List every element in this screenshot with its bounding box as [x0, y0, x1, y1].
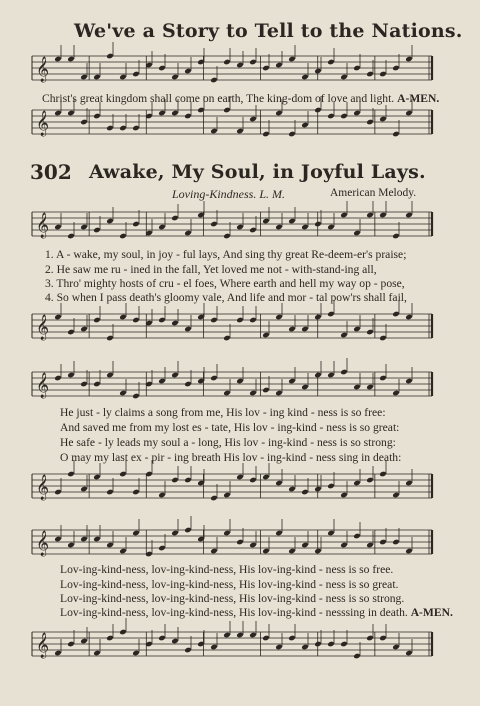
- treble-staff-2-clef: 𝄞: [36, 373, 50, 398]
- middle-line-2: And saved me from my lost es - tate, His lov - ing-kind - ness is so great:: [60, 421, 400, 434]
- refrain-line-3: Lov-ing-kind-ness, lov-ing-kind-ness, His lov-ing-kind - ness is so strong.: [60, 592, 405, 605]
- bass-staff-2-clef: 𝄞: [36, 475, 50, 500]
- treble-staff-1-clef: 𝄞: [36, 213, 50, 238]
- tune-source: American Melody.: [330, 187, 417, 199]
- refrain-line-4-text: Lov-ing-kind-ness, lov-ing-kind-ness, His lov-ing-kind - nesssing in death.: [60, 606, 408, 619]
- middle-line-4: O may my last ex - pir - ing breath His lov - ing-kind - ness sing in death:: [60, 451, 402, 464]
- middle-line-3: He safe - ly leads my soul a - long, His lov - ing-kind - ness is so strong:: [60, 436, 396, 449]
- previous-hymn-title: We've a Story to Tell to the Nations.: [74, 20, 463, 42]
- previous-bass-staff-clef: 𝄞: [36, 111, 50, 136]
- bass-staff-3-clef: 𝄞: [36, 633, 50, 658]
- refrain-line-1: Lov-ing-kind-ness, lov-ing-kind-ness, His lov-ing-kind - ness is so free.: [60, 563, 394, 576]
- verse-line-2: 2. He saw me ru - ined in the fall, Yet loved me not - with-stand-ing all,: [45, 263, 377, 276]
- middle-line-1: He just - ly claims a song from me, His lov - ing kind - ness is so free:: [60, 406, 386, 419]
- refrain-line-2: Lov-ing-kind-ness, lov-ing-kind-ness, His lov-ing-kind - ness is so great.: [60, 578, 399, 591]
- hymn-number: 302: [30, 160, 72, 184]
- previous-hymn-amen: A-MEN.: [397, 92, 440, 105]
- verse-line-1: 1. A - wake, my soul, in joy - ful lays, And sing thy great Re-deem-er's praise;: [45, 248, 407, 261]
- hymn-meter: Loving-Kindness. L. M.: [172, 187, 286, 201]
- previous-treble-staff-clef: 𝄞: [36, 57, 50, 82]
- hymn-title: Awake, My Soul, in Joyful Lays.: [89, 161, 426, 183]
- previous-hymn-lyric: Christ's great kingdom shall come on earth, The king-dom of love and light.: [42, 92, 395, 105]
- verse-line-4: 4. So when I pass death's gloomy vale, And life and mor - tal pow'rs shall fail,: [45, 291, 407, 304]
- verse-line-3: 3. Thro' mighty hosts of cru - el foes, Where earth and hell my way op - pose,: [45, 277, 405, 290]
- treble-staff-3-clef: 𝄞: [36, 531, 50, 556]
- bass-staff-1-clef: 𝄞: [36, 315, 50, 340]
- hymn-amen: A-MEN.: [410, 606, 453, 619]
